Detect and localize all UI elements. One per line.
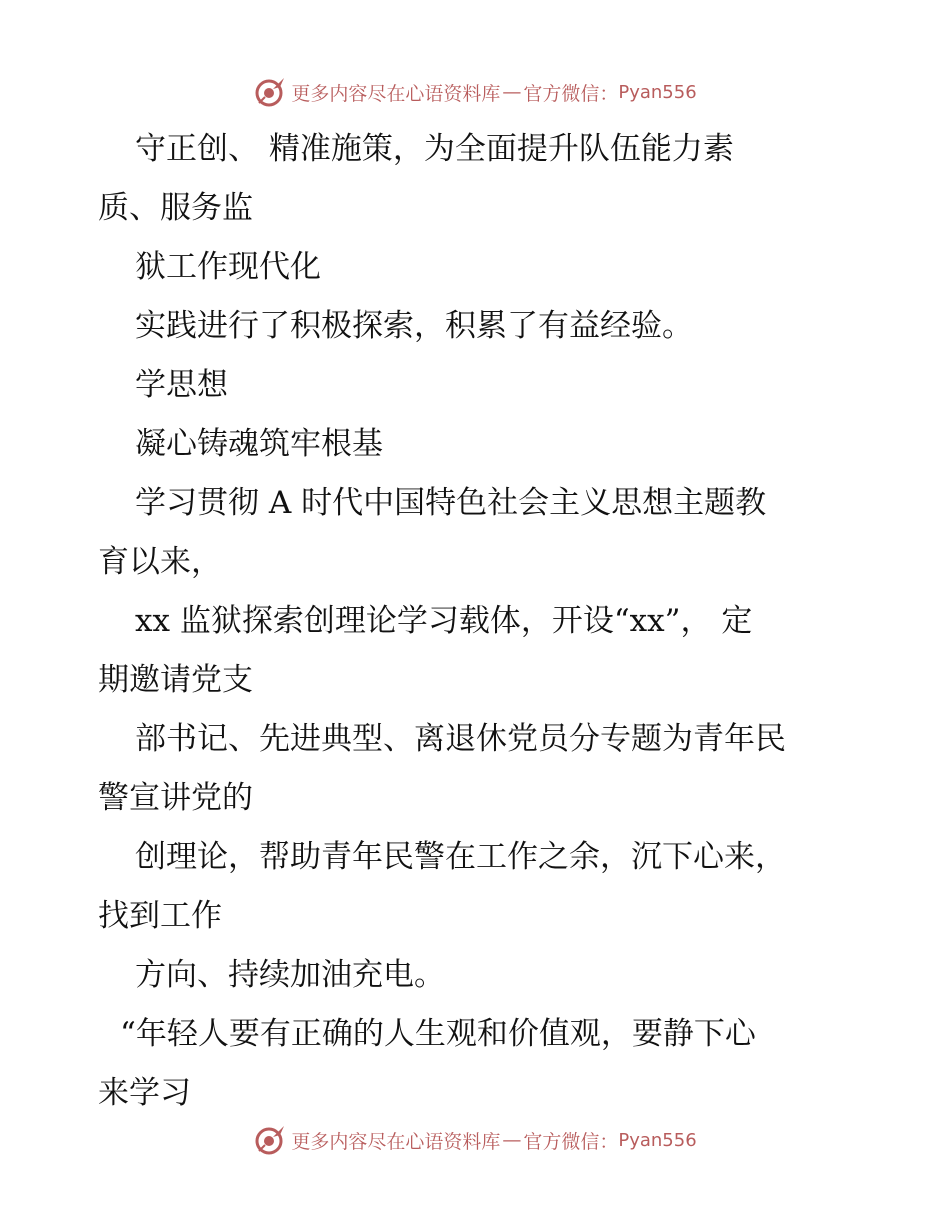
text-line: 凝心铸魂筑牢根基 [135, 426, 383, 462]
header-banner [0, 72, 950, 112]
text-line: 学习贯彻 A 时代中国特色社会主义思想主题教 [135, 485, 767, 521]
body-text [98, 120, 858, 1123]
header-wechat-label: 官方微信： [523, 82, 619, 105]
text-line: 方向、持续加油充电。 [135, 957, 445, 993]
quill-logo-icon [253, 1123, 287, 1157]
text-line: 质、服务监 [98, 190, 253, 226]
footer-site-name: 更多内容尽在心语资料库 [291, 1130, 501, 1153]
text-line: 警宣讲党的 [98, 780, 253, 816]
footer-dash: — [502, 1129, 522, 1151]
footer-banner [0, 1120, 950, 1160]
text-line: xx 监狱探索创理论学习载体，开设“xx”， 定 [135, 603, 753, 639]
quill-logo-icon [253, 75, 287, 109]
header-dash: — [502, 81, 522, 103]
text-line: 育以来， [98, 544, 222, 580]
text-line: 狱工作现代化 [135, 249, 321, 285]
text-line: 实践进行了积极探索，积累了有益经验。 [135, 308, 693, 344]
text-line: 部书记、先进典型、离退休党员分专题为青年民 [135, 721, 786, 757]
text-line: 期邀请党支 [98, 662, 253, 698]
header-wechat-id: Pyan556 [618, 81, 697, 103]
footer-wechat-id: Pyan556 [618, 1129, 697, 1151]
text-line: 找到工作 [98, 898, 222, 934]
text-line: 来学习 [98, 1075, 191, 1111]
text-line: 学思想 [135, 367, 228, 403]
footer-wechat-label: 官方微信： [523, 1130, 619, 1153]
header-site-name: 更多内容尽在心语资料库 [291, 82, 501, 105]
text-line: “年轻人要有正确的人生观和价值观，要静下心 [120, 1016, 756, 1052]
text-line: 创理论，帮助青年民警在工作之余，沉下心来， [135, 839, 786, 875]
text-line: 守正创、 精准施策，为全面提升队伍能力素 [135, 131, 734, 167]
